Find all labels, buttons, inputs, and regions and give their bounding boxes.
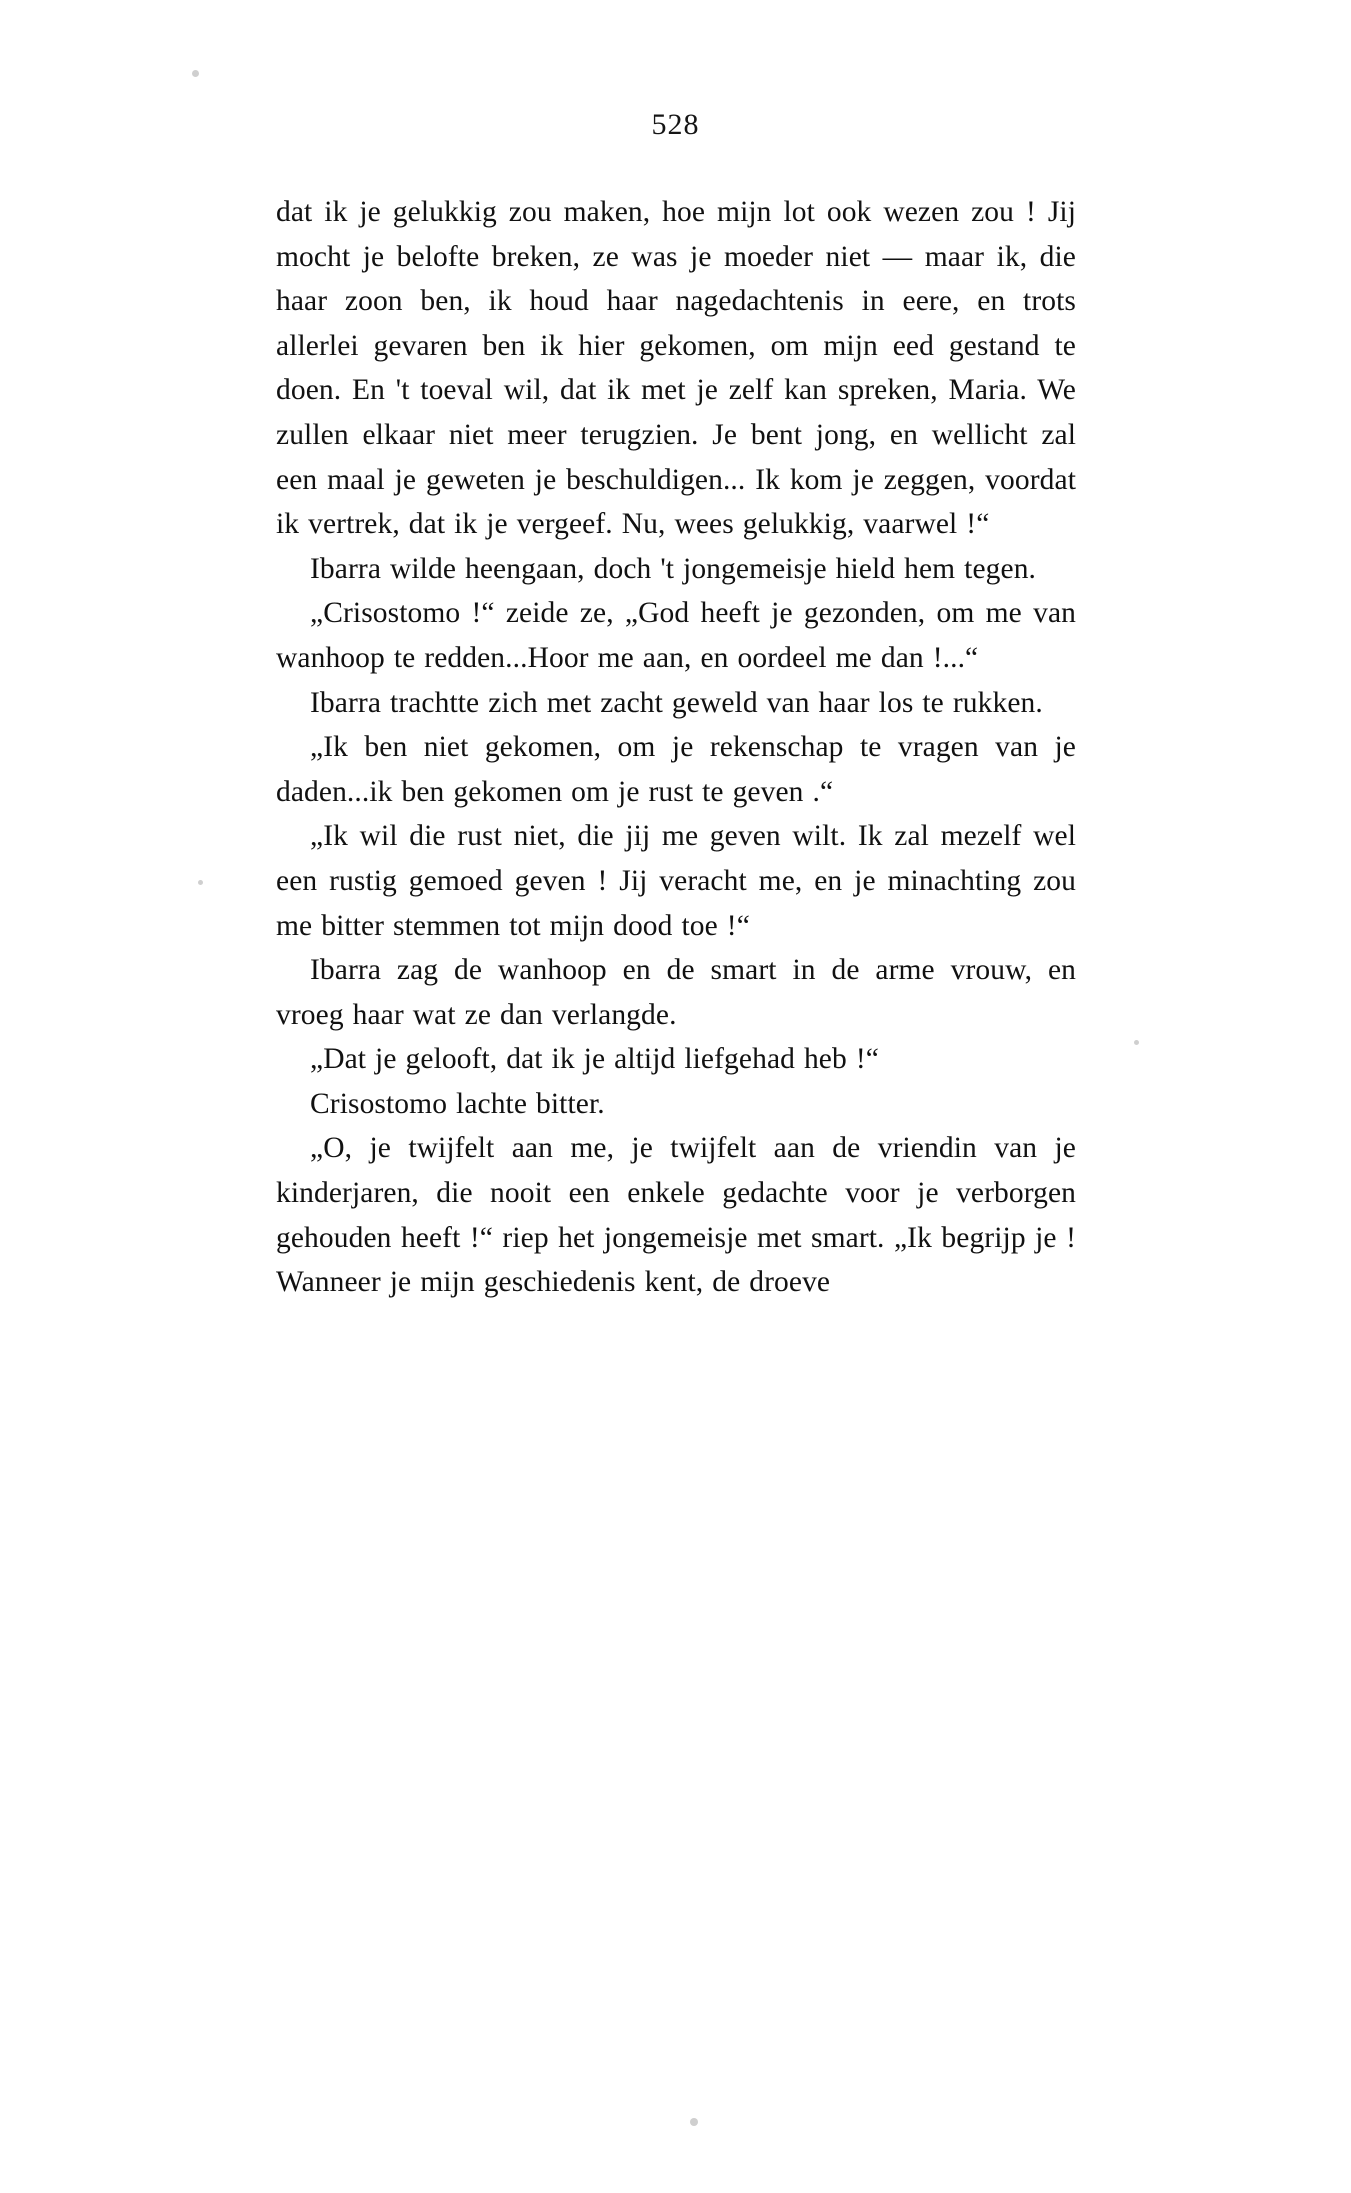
paragraph: Ibarra wilde heengaan, doch 't jongemeisje hield hem tegen. (310, 552, 1037, 585)
paragraph: Crisostomo lachte bitter. (310, 1087, 605, 1120)
scan-speck (192, 70, 199, 77)
paragraph: „Crisostomo !“ zeide ze, „God heeft je gezonden, om me van wanhoop te redden...Hoor me aan, en oordeel me dan !...“ (276, 597, 1076, 674)
scan-speck (690, 2118, 698, 2126)
paragraph: dat ik je gelukkig zou maken, hoe mijn lot ook wezen zou ! Jij mocht je belofte breken, ze was je moeder niet — maar ik, die haar zoon ben, ik houd haar nagedachtenis in eere, en trots allerlei gevaren ben ik hier gekomen, om mijn eed gestand te doen. En 't toeval wil, dat ik met je zelf kan spreken, Maria. We zullen elkaar niet meer terugzien. Je bent jong, en wellicht zal een maal je geweten je beschuldigen... Ik kom je zeggen, voordat ik vertrek, dat ik je vergeef. Nu, wees gelukkig, vaarwel !“ (276, 196, 1076, 541)
paragraph: „O, je twijfelt aan me, je twijfelt aan de vriendin van je kinderjaren, die nooit een enkele gedachte voor je verborgen gehouden heeft !“ riep het jongemeisje met smart. „Ik begrijp je ! Wanneer je mijn geschiedenis kent, de droeve (276, 1132, 1076, 1299)
body-text-column (276, 190, 1076, 1305)
page-number: 528 (651, 108, 700, 141)
paragraph: Ibarra trachtte zich met zacht geweld van haar los te rukken. (310, 686, 1043, 719)
scan-speck (1134, 1040, 1139, 1045)
paragraph: „Ik ben niet gekomen, om je rekenschap te vragen van je daden...ik ben gekomen om je rust te geven .“ (276, 731, 1076, 808)
paragraph: „Dat je gelooft, dat ik je altijd liefgehad heb !“ (310, 1043, 879, 1076)
paragraph: „Ik wil die rust niet, die jij me geven wilt. Ik zal mezelf wel een rustig gemoed geven ! Jij veracht me, en je minachting zou me bitter stemmen tot mijn dood toe !“ (276, 820, 1076, 942)
scan-speck (198, 880, 203, 885)
paragraph: Ibarra zag de wanhoop en de smart in de arme vrouw, en vroeg haar wat ze dan verlangde. (276, 954, 1076, 1031)
